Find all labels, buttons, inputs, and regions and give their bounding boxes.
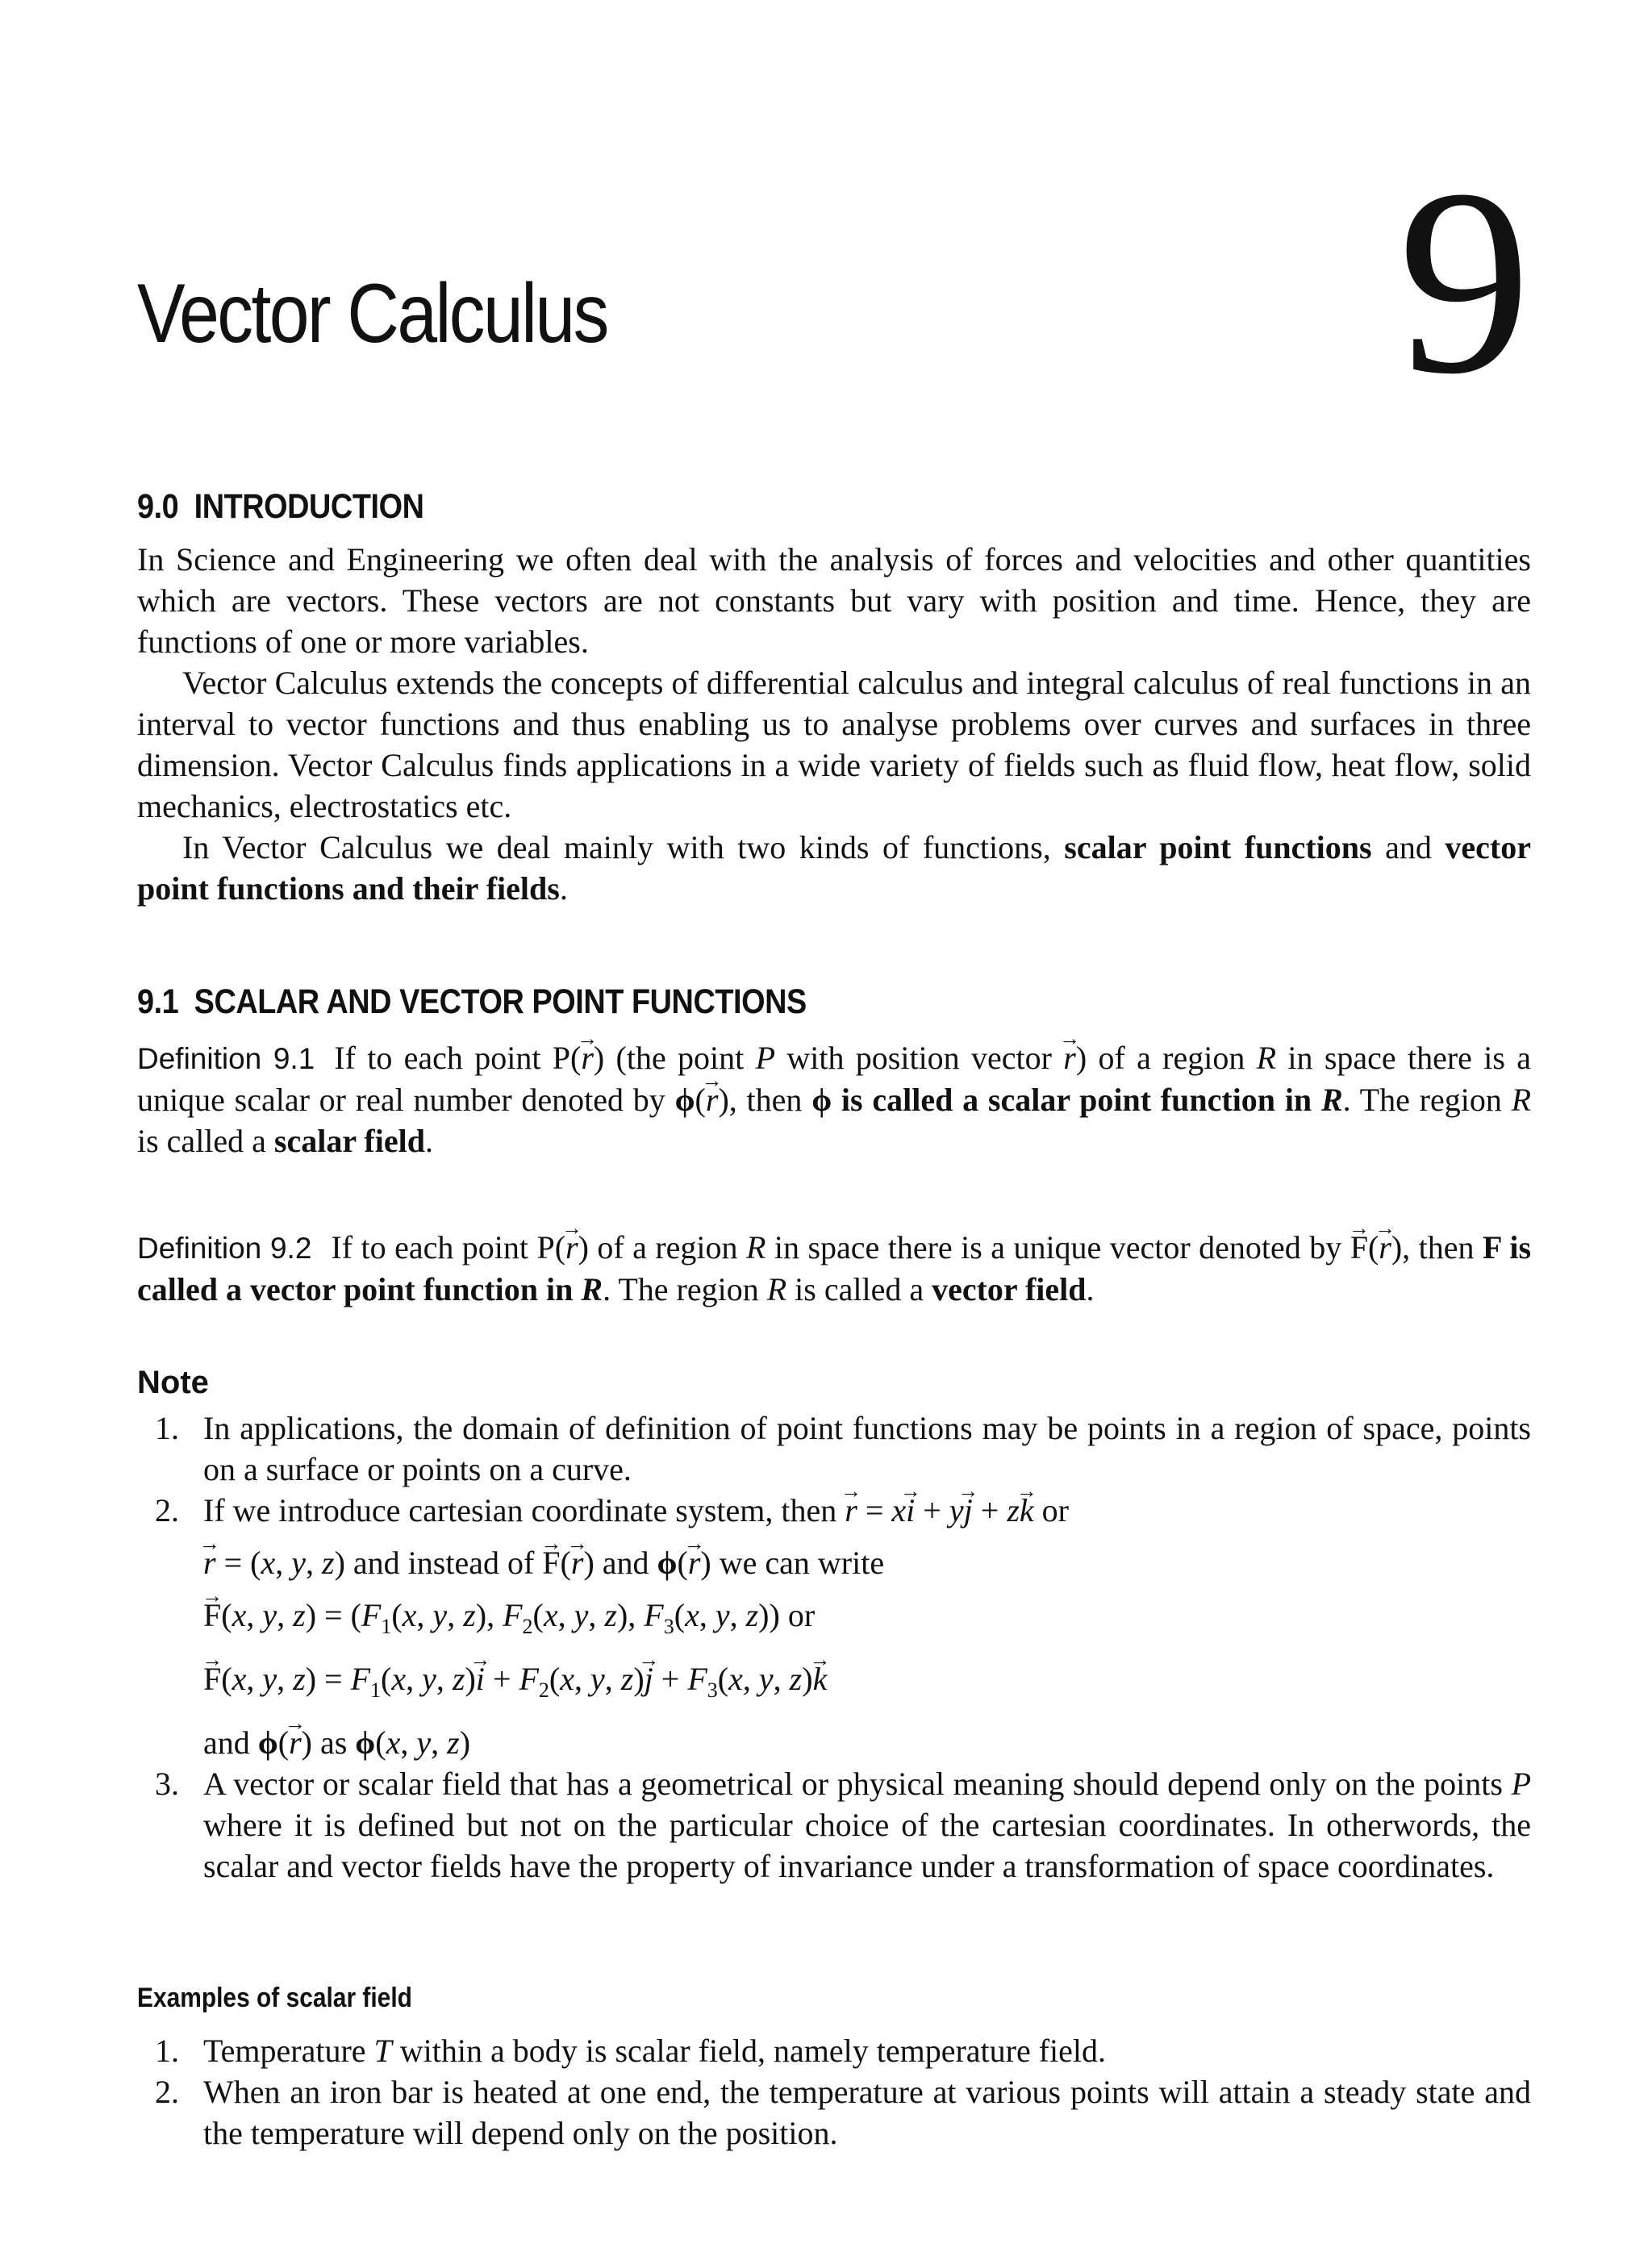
text-run: and instead of xyxy=(353,1545,535,1581)
vector-r: → r xyxy=(1379,1227,1391,1268)
math-x: x xyxy=(543,1597,558,1633)
math-x: x xyxy=(386,1724,401,1761)
math-z: z xyxy=(452,1661,465,1697)
definition-text: Definition 9.1 If to each point P(→ r) (the point P with position vector → r) of a region R in space there is a unique scalar or real number denoted by ϕ(→ r), then ϕ is called a scalar point function in R. The region R is called a scalar field. xyxy=(137,1037,1531,1161)
math-z: z xyxy=(745,1597,759,1633)
math-y: y xyxy=(715,1597,730,1633)
bold-term: is called a scalar point function in xyxy=(832,1082,1321,1118)
text-run: In Vector Calculus we deal mainly with two kinds of functions, xyxy=(182,829,1065,865)
definition-label: Definition 9.2 xyxy=(137,1232,312,1265)
text-run: ) of a region xyxy=(578,1229,746,1266)
text-run: . xyxy=(424,1123,433,1159)
phi-symbol: ϕ xyxy=(811,1082,832,1118)
bold-term: is called a vector point function in xyxy=(137,1229,1532,1307)
section-heading-9-1 xyxy=(137,982,1364,1022)
vector-r: → r xyxy=(688,1542,701,1583)
item-number: 2. xyxy=(155,2074,179,2110)
text-run: in space there is a unique vector denoted by xyxy=(766,1229,1350,1266)
math-R: R xyxy=(1511,1082,1532,1118)
list-item xyxy=(137,2071,1531,2154)
bold-F: F xyxy=(1482,1229,1501,1266)
definition-text: Definition 9.2 If to each point P(→ r) of a region R in space there is a unique vector denoted by → F(→ r), then F is called a vector point function in R. The region R is called a vector field. xyxy=(137,1227,1531,1310)
examples-heading: Examples of scalar field xyxy=(137,1983,412,2013)
bold-term: scalar field xyxy=(273,1123,425,1159)
bold-term: vector field xyxy=(932,1271,1087,1307)
vector-j: → j xyxy=(964,1490,973,1531)
math-y: y xyxy=(432,1597,448,1633)
math-F: F xyxy=(644,1597,664,1633)
vector-j: → j xyxy=(645,1658,653,1699)
equation-line: → F(x, y, $z) = F_1(x$, y, $z)\to i + F_2(x$, y, $z)\to j + F_3(x$, y, z)→ k xyxy=(137,1658,1531,1711)
text-run: . The region xyxy=(1342,1082,1512,1118)
math-z: z xyxy=(1007,1492,1020,1528)
vector-F: → F xyxy=(203,1658,221,1699)
section-heading-intro xyxy=(137,487,1364,527)
equation-line: and ϕ(→ r) as ϕ(x, y, z) xyxy=(137,1722,1531,1763)
text-run: is called a xyxy=(137,1123,274,1159)
text-run: or xyxy=(787,1597,816,1633)
chapter-number: 9 xyxy=(1398,135,1531,429)
vector-r: → r xyxy=(1063,1037,1076,1078)
text-run: . xyxy=(1086,1271,1095,1307)
math-y: y xyxy=(590,1661,605,1697)
equation-line: → F(x, y, $z) = (F_1(x$, y, z), $F_2(x$, y, z), $F_3(x$, y, z)) or xyxy=(137,1595,1531,1647)
text-run: we can write xyxy=(719,1545,885,1581)
vector-i: → i xyxy=(476,1658,485,1699)
math-x: x xyxy=(232,1597,247,1633)
math-x: x xyxy=(560,1661,574,1697)
vector-r: → r xyxy=(706,1079,719,1120)
text-run: ) of a region xyxy=(1075,1040,1257,1076)
math-x: x xyxy=(391,1661,407,1697)
text-run: ), then xyxy=(718,1082,812,1118)
section-number: 9.0 xyxy=(137,487,179,526)
definition-9-2 xyxy=(137,1227,1531,1310)
item-text: where it is defined but not on the particular choice of the cartesian coordinates. In otherwords, the scalar and vector fields have the property of invariance under a transformation of space coordinates. xyxy=(203,1807,1531,1884)
math-z: z xyxy=(604,1597,617,1633)
item-text: In applications, the domain of definition of point functions may be points in a region of space, points on a surface or points on a curve. xyxy=(203,1410,1531,1487)
phi-symbol: ϕ xyxy=(674,1082,695,1118)
math-y: y xyxy=(422,1661,436,1697)
list-item xyxy=(137,1763,1531,1887)
vector-r: → r xyxy=(581,1037,594,1078)
text-run: If to each point P( xyxy=(334,1040,582,1076)
math-x: x xyxy=(402,1597,417,1633)
text-run: and xyxy=(1371,829,1446,865)
vector-F: → F xyxy=(203,1595,221,1636)
math-x: x xyxy=(728,1661,743,1697)
section-number: 9.1 xyxy=(137,982,179,1021)
section-title: SCALAR AND VECTOR POINT FUNCTIONS xyxy=(194,982,807,1021)
math-z: z xyxy=(620,1661,634,1697)
vector-k: → k xyxy=(1020,1490,1034,1531)
math-T: T xyxy=(373,2033,392,2069)
list-item xyxy=(137,2030,1531,2071)
text-run: and xyxy=(602,1545,649,1581)
vector-r: → r xyxy=(289,1722,302,1763)
math-y: y xyxy=(949,1492,964,1528)
item-number: 1. xyxy=(155,1410,179,1446)
math-y: y xyxy=(262,1661,277,1697)
math-y: y xyxy=(416,1724,432,1761)
text-run: with position vector xyxy=(775,1040,1064,1076)
intro-paragraph-1: In Science and Engineering we often deal with the analysis of forces and velocities and other quantities which are vectors. These vectors are not constants but vary with position and time. Hence, they are functions of one or more variables. xyxy=(137,541,1531,660)
math-x: x xyxy=(685,1597,699,1633)
bold-term: vector point functions and their fields xyxy=(137,829,1532,907)
math-R: R xyxy=(766,1271,787,1307)
math-y: y xyxy=(262,1597,277,1633)
text-run: in space there is a unique scalar or real number denoted by xyxy=(137,1040,1531,1118)
text-run: ), then xyxy=(1391,1229,1483,1266)
math-z: z xyxy=(463,1597,476,1633)
text-run: If to each point P( xyxy=(331,1229,566,1266)
item-number: 1. xyxy=(155,2033,179,2069)
math-z: z xyxy=(293,1597,306,1633)
text-run: as xyxy=(319,1724,348,1761)
math-F: F xyxy=(361,1597,382,1633)
text-run: is called a xyxy=(786,1271,932,1307)
math-x: x xyxy=(261,1545,276,1581)
item-text: A vector or scalar field that has a geometrical or physical meaning should depend only on the points xyxy=(203,1766,1512,1802)
math-x: x xyxy=(232,1661,247,1697)
math-z: z xyxy=(322,1545,335,1581)
item-number: 2. xyxy=(155,1492,179,1528)
item-text: When an iron bar is heated at one end, the temperature at various points will attain a steady state and the temperature will depend only on the position. xyxy=(203,2074,1531,2151)
phi-symbol: ϕ xyxy=(355,1724,376,1761)
item-text: within a body is scalar field, namely temperature field. xyxy=(391,2033,1107,2069)
equation-line: → r = (x, y, z) and instead of → F(→ r) and ϕ(→ r) we can write xyxy=(137,1542,1531,1583)
definition-label: Definition 9.1 xyxy=(137,1042,315,1075)
chapter-title: Vector Calculus xyxy=(137,267,607,361)
math-x: x xyxy=(891,1492,907,1528)
section-title: INTRODUCTION xyxy=(194,487,424,526)
math-z: z xyxy=(447,1724,460,1761)
text-run: . xyxy=(559,870,568,907)
math-z: z xyxy=(293,1661,306,1697)
text-run: and xyxy=(203,1724,250,1761)
math-R: R xyxy=(581,1271,603,1307)
item-text: If we introduce cartesian coordinate system, then xyxy=(203,1492,837,1528)
examples-list xyxy=(137,2030,1531,2154)
math-P: P xyxy=(1511,1766,1531,1802)
math-P: P xyxy=(755,1040,776,1076)
math-F: F xyxy=(519,1661,539,1697)
item-text: Temperature xyxy=(203,2033,374,2069)
text-run: . The region xyxy=(603,1271,767,1307)
vector-k: → k xyxy=(813,1658,828,1699)
note-heading: Note xyxy=(137,1365,209,1400)
vector-r: → r xyxy=(571,1542,584,1583)
vector-F: → F xyxy=(1350,1227,1368,1268)
math-F: F xyxy=(687,1661,707,1697)
vector-F: → F xyxy=(542,1542,560,1583)
item-number: 3. xyxy=(155,1766,179,1802)
math-F: F xyxy=(350,1661,371,1697)
math-z: z xyxy=(789,1661,803,1697)
math-R: R xyxy=(1256,1040,1277,1076)
phi-symbol: ϕ xyxy=(257,1724,278,1761)
text-run: ) (the point xyxy=(593,1040,756,1076)
intro-paragraph-3 xyxy=(137,827,1531,909)
vector-i: → i xyxy=(906,1490,915,1531)
list-item xyxy=(137,1407,1531,1490)
math-y: y xyxy=(291,1545,306,1581)
math-y: y xyxy=(758,1661,774,1697)
math-F: F xyxy=(503,1597,523,1633)
phi-symbol: ϕ xyxy=(657,1545,678,1581)
vector-r: → r xyxy=(565,1227,578,1268)
text-run: or xyxy=(1041,1492,1069,1528)
list-item: 2. If we introduce cartesian coordinate system, then → r = x→ i + y→ j + z→ k or xyxy=(137,1490,1531,1531)
intro-paragraph-2: Vector Calculus extends the concepts of differential calculus and integral calculus of real functions in an interval to vector functions and thus enabling us to analyse problems over curves and surfaces in three dimension. Vector Calculus finds applications in a wide variety of fields such as fluid flow, heat flow, solid mechanics, electrostatics etc. xyxy=(137,665,1531,824)
math-R: R xyxy=(746,1229,766,1266)
note-list xyxy=(137,1407,1531,1887)
vector-r: → r xyxy=(845,1490,857,1531)
bold-term: scalar point functions xyxy=(1064,829,1372,865)
vector-r: → r xyxy=(203,1542,216,1583)
math-R: R xyxy=(1320,1082,1343,1118)
definition-9-1 xyxy=(137,1037,1531,1161)
math-y: y xyxy=(574,1597,589,1633)
intro-body xyxy=(137,539,1531,909)
